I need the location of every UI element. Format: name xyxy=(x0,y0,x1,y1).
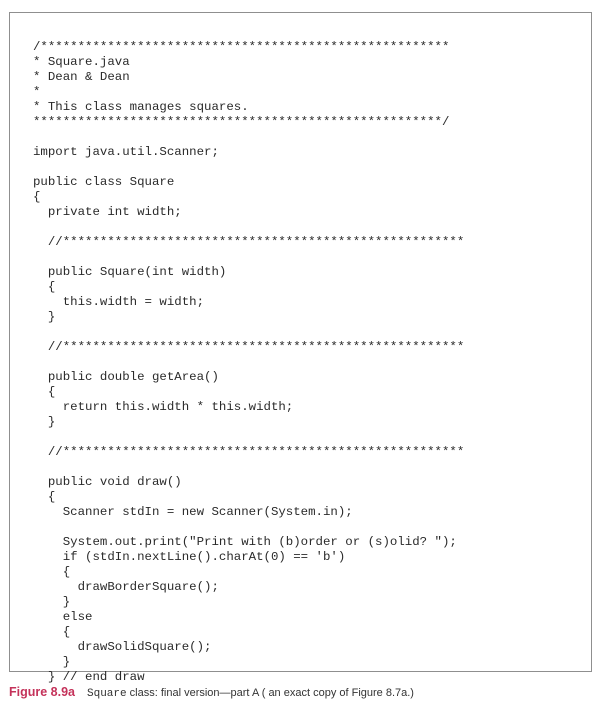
code-line: public Square(int width) xyxy=(33,265,227,279)
code-line: this.width = width; xyxy=(33,295,205,309)
code-line: System.out.print("Print with (b)order or (s)olid? "); xyxy=(33,535,457,549)
code-line: if (stdIn.nextLine().charAt(0) == 'b') xyxy=(33,550,346,564)
figure-caption xyxy=(9,684,414,700)
code-line: private int width; xyxy=(33,205,182,219)
code-line: { xyxy=(33,565,71,579)
code-listing xyxy=(33,25,464,685)
figure-label: Figure 8.9a xyxy=(9,685,75,699)
code-line xyxy=(33,460,464,475)
code-line: { xyxy=(33,280,56,294)
code-listing-box xyxy=(9,12,592,684)
code-line: else xyxy=(33,610,93,624)
code-line xyxy=(33,520,464,535)
code-line: } xyxy=(33,415,56,429)
code-line xyxy=(33,160,464,175)
code-line: { xyxy=(33,490,56,504)
code-line: public double getArea() xyxy=(33,370,219,384)
code-line: import java.util.Scanner; xyxy=(33,145,219,159)
code-line: { xyxy=(33,385,56,399)
code-line: { xyxy=(33,625,71,639)
code-line: * Dean & Dean xyxy=(33,70,130,84)
code-line: { xyxy=(33,190,41,204)
code-line: //****************************************************** xyxy=(33,235,465,249)
code-line: * xyxy=(33,85,41,99)
code-line xyxy=(33,250,464,265)
code-line: *******************************************************/ xyxy=(33,115,450,129)
code-line: public class Square xyxy=(33,175,175,189)
caption-code-word: Square xyxy=(87,688,127,700)
code-line xyxy=(33,220,464,235)
code-line: drawSolidSquare(); xyxy=(33,640,212,654)
code-line: return this.width * this.width; xyxy=(33,400,294,414)
code-line: * Square.java xyxy=(33,55,130,69)
code-line xyxy=(33,355,464,370)
code-line xyxy=(33,325,464,340)
code-line: } xyxy=(33,655,71,669)
code-line: //****************************************************** xyxy=(33,340,465,354)
code-line: Scanner stdIn = new Scanner(System.in); xyxy=(33,505,353,519)
code-line: } xyxy=(33,310,56,324)
code-line: drawBorderSquare(); xyxy=(33,580,219,594)
code-line: } xyxy=(33,595,71,609)
code-line: public void draw() xyxy=(33,475,182,489)
code-line xyxy=(33,130,464,145)
code-line: * This class manages squares. xyxy=(33,100,249,114)
code-line xyxy=(33,430,464,445)
code-line: } // end draw xyxy=(33,670,145,684)
code-line: /******************************************************* xyxy=(33,40,450,54)
caption-text: class: final version—part A ( an exact copy of Figure 8.7a.) xyxy=(126,687,414,699)
code-line: //****************************************************** xyxy=(33,445,465,459)
